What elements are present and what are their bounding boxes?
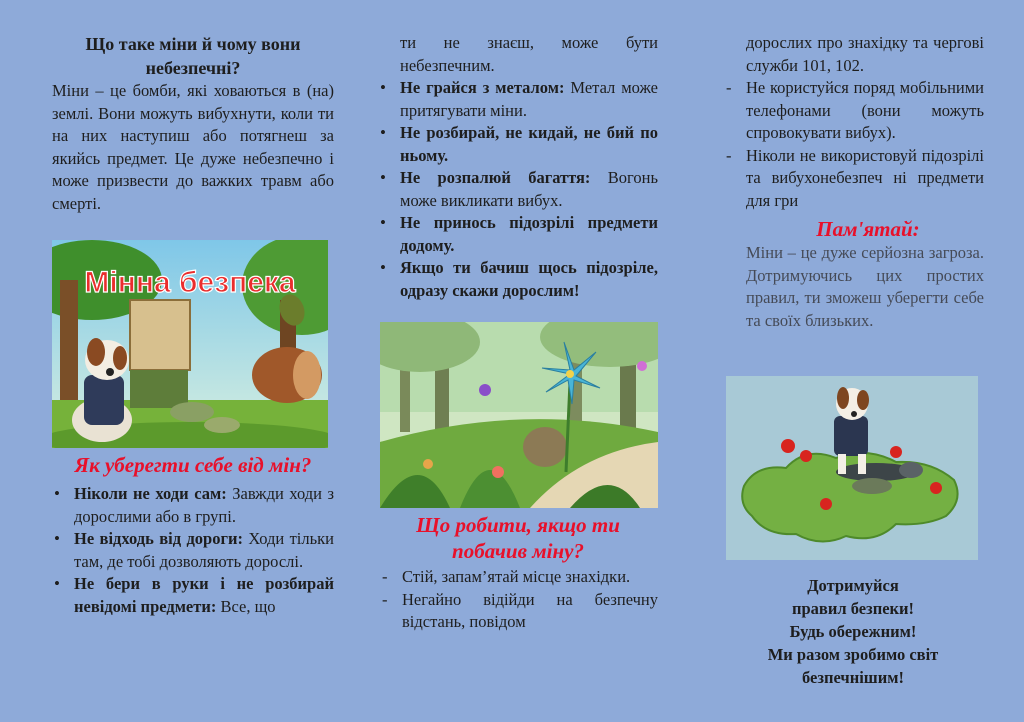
closing-line: правил безпеки!	[791, 599, 915, 618]
list-item: • Не відходь від дороги: Ходи тільки там, де тобі дозволяють дорослі.	[52, 528, 334, 573]
section-protect-title: Як уберегти себе від мін?	[74, 453, 312, 477]
column-left	[52, 0, 334, 215]
mines-intro: Міни – це бомби, які ховаються в (на) землі. Вони можуть вибухнути, коли ти на них наступиш або потягнеш за якийсь предмет. Це дуже небезпечно і може призвести до важких травм або смерті.	[52, 81, 334, 213]
remember-text: Міни – це дуже серйозна загроза. Дотримуючись цих простих правил, ти зможеш уберегти себе та своїх близьких.	[746, 243, 984, 330]
column-middle-lower	[378, 512, 658, 634]
remember-title: Пам'ятай:	[816, 217, 920, 241]
section-found-mine-title: Що робити, якщо ти побачив міну?	[416, 513, 620, 563]
list-item: • Ніколи не ходи сам: Завжди ходи з дорослими або в групі.	[52, 483, 334, 528]
list-item: • Не розпалюй багаття: Вогонь може викликати вибух.	[378, 167, 658, 212]
list-item: • Не грайся з металом: Метал може притягувати міни.	[378, 77, 658, 122]
rules-list	[378, 77, 658, 302]
protect-list	[52, 483, 334, 618]
banner-title: Мінна безпека	[84, 266, 296, 299]
list-item: - Не користуйся поряд мобільними телефонами (вони можуть спровокувати вибух).	[722, 77, 984, 145]
list-item: • Не принось підозрілі предмети додому.	[378, 212, 658, 257]
closing-line: Дотримуйся	[807, 576, 899, 595]
column-middle	[378, 32, 658, 302]
list-item: - Стій, запам’ятай місце знахідки.	[378, 566, 658, 589]
forest-flower-image	[380, 322, 658, 508]
closing-line: Ми разом зробимо світ	[767, 645, 939, 664]
mine-safety-banner-image	[52, 240, 328, 448]
column-left-lower	[52, 452, 334, 618]
list-item: • Не бери в руки і не розбирай невідомі предмети: Все, що	[52, 573, 334, 618]
list-item: • Якщо ти бачиш щось підозріле, одразу скажи дорослим!	[378, 257, 658, 302]
column-right	[722, 32, 984, 332]
phone-list	[722, 77, 984, 212]
list-item: - Негайно відійди на безпечну відстань, повідом	[378, 589, 658, 634]
mines-title: Що таке міни й чому вони небезпечні?	[85, 34, 301, 78]
closing-line: безпечнішим!	[802, 668, 904, 687]
continuation-text: дорослих про знахідку та чергові служби 101, 102.	[746, 33, 984, 75]
list-item: - Ніколи не використовуй підозрілі та вибухонебезпеч ні предмети для гри	[722, 145, 984, 213]
closing-block	[722, 574, 984, 689]
found-mine-list	[378, 566, 658, 634]
dog-ukraine-map-image	[726, 376, 978, 560]
closing-line: Будь обережним!	[789, 622, 917, 641]
list-item: • Не розбирай, не кидай, не бий по ньому.	[378, 122, 658, 167]
continuation-text: ти не знаєш, може бути небезпечним.	[400, 33, 658, 75]
